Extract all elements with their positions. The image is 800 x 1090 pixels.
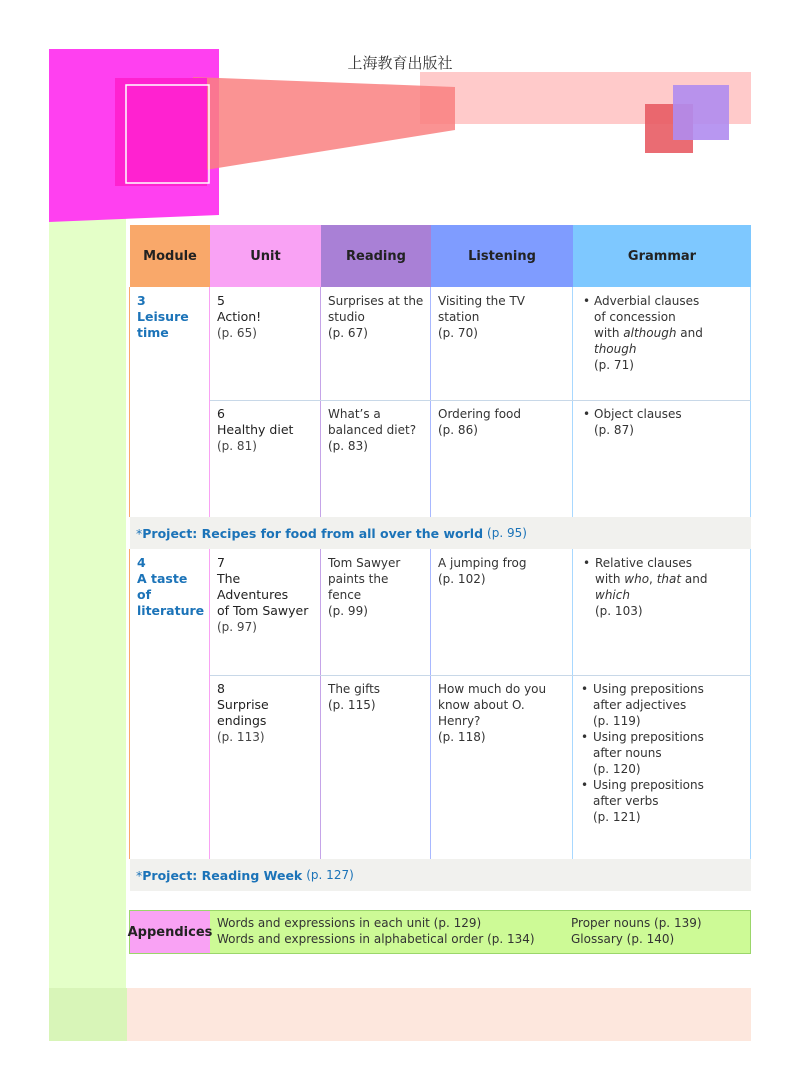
appendices-label-box [127,911,213,953]
appendices-right [571,915,746,947]
header-unit-label: Unit [250,248,281,264]
reading-line: (p. 67) [328,326,368,340]
unit-title: The Adventures [217,571,289,602]
listening-line: (p. 102) [438,572,486,586]
reading-line: Surprises at the [328,294,424,308]
unit-page: (p. 113) [217,730,265,744]
listening-line: A jumping frog [438,556,527,570]
grammar-bullet [579,681,744,729]
module-4-cell [130,549,210,625]
unit-title: Action! [217,309,262,324]
listening-cell [431,287,573,347]
grammar-text: and [681,572,708,586]
grammar-line: after adjectives [593,698,687,712]
grammar-line [594,341,744,357]
grammar-line [595,571,744,587]
grammar-page: (p. 71) [594,358,634,372]
header-reading-label: Reading [346,248,406,264]
grammar-page: (p. 103) [595,604,643,618]
header-module [130,225,210,287]
grammar-cell [573,400,751,444]
unit-page: (p. 65) [217,326,257,340]
reading-line: (p. 83) [328,439,368,453]
header-unit [210,225,321,287]
listening-cell [431,549,573,593]
magenta-square [115,78,207,186]
unit-page: (p. 81) [217,439,257,453]
header-decoration [0,0,800,230]
grammar-em: who [624,572,650,586]
unit-number: 5 [217,293,225,308]
project-page: (p. 127) [306,868,354,882]
header-listening-label: Listening [468,248,536,264]
appendices-left [217,915,567,947]
grammar-em: although [623,326,677,340]
project-page: (p. 95) [487,526,527,540]
listening-line: How much do you [438,682,547,696]
reading-line: studio [328,310,365,324]
header-listening [431,225,573,287]
grammar-text: and [676,326,703,340]
grammar-line: • Using prepositions [593,682,704,696]
unit-7-cell [210,549,321,641]
pink-band [193,77,455,172]
unit-6-cell [210,400,321,460]
unit-title: of Tom Sawyer [217,603,309,618]
header-module-label: Module [143,248,197,264]
listening-cell [431,400,573,444]
grammar-page: (p. 120) [593,762,641,776]
project-title: Project: Reading Week [142,867,303,883]
module-title-line: A taste of [137,571,188,602]
grammar-line: • Adverbial clauses [594,294,700,308]
header-grammar [573,225,751,287]
unit-number: 7 [217,555,225,570]
publisher-name: 上海教育出版社 [347,54,453,72]
peach-bottom-band [127,988,751,1041]
listening-line: Visiting the TV station [438,294,525,324]
unit-5-cell [210,287,321,347]
listening-line: know about O. Henry? [438,698,525,728]
grammar-line: after verbs [593,794,659,808]
unit-number: 8 [217,681,225,696]
grammar-line: • Object clauses [594,407,682,421]
unit-title: Surprise endings [217,697,269,728]
appendix-item: Words and expressions in each unit (p. 129) [217,916,482,930]
grammar-line: • Relative clauses [595,556,692,570]
grammar-line [595,587,744,603]
appendices-label: Appendices [127,924,213,940]
grammar-bullet [579,777,744,825]
reading-cell [321,675,431,719]
project-row [130,859,751,891]
appendix-item: Words and expressions in alphabetical order (p. 134) [217,932,535,946]
project-row [130,517,751,549]
grammar-bullet [581,406,744,438]
grammar-text: with [594,326,624,340]
reading-line: balanced diet? [328,423,417,437]
listening-line: (p. 86) [438,423,478,437]
grammar-line: • Using prepositions [593,730,704,744]
grammar-page: (p. 119) [593,714,641,728]
project-title: Project: Recipes for food from all over the world [142,525,484,541]
unit-number: 6 [217,406,225,421]
module-title-line: literature [137,603,205,618]
reading-line: What’s a [328,407,381,421]
reading-cell [321,549,431,625]
reading-line: (p. 99) [328,604,368,618]
header-grammar-label: Grammar [627,248,697,264]
module-number: 3 [137,293,146,308]
grammar-cell [573,287,751,379]
unit-page: (p. 97) [217,620,257,634]
module-3-cell [130,287,210,347]
project-asterisk: * [136,867,143,883]
grammar-text: with [595,572,625,586]
appendix-item: Proper nouns (p. 139) [571,916,702,930]
module-title-line: Leisure [137,309,189,324]
grammar-line: after nouns [593,746,662,760]
module-title-line: time [137,325,169,340]
reading-cell [321,287,431,347]
module-number: 4 [137,555,146,570]
reading-line: (p. 115) [328,698,376,712]
unit-title: Healthy diet [217,422,294,437]
grammar-cell [573,549,751,625]
header-reading [321,225,431,287]
grammar-bullet [579,729,744,777]
grammar-page: (p. 87) [594,423,634,437]
grammar-em: that [656,572,682,586]
unit-8-cell [210,675,321,751]
grammar-cell [573,675,751,831]
grammar-bullet [581,555,744,619]
grammar-text: , [649,572,657,586]
reading-cell [321,400,431,460]
listening-line: Ordering food [438,407,521,421]
grammar-em: which [595,588,630,602]
grammar-bullet [581,293,744,373]
grammar-page: (p. 121) [593,810,641,824]
grammar-line [594,325,744,341]
listening-cell [431,675,573,751]
grammar-line: of concession [594,310,676,324]
reading-line: Tom Sawyer [328,556,401,570]
listening-line: (p. 70) [438,326,478,340]
grammar-em: though [594,342,637,356]
lavender-square [673,85,729,140]
green-side-panel [49,215,126,1041]
grammar-line: • Using prepositions [593,778,704,792]
green-bottom-band [49,988,127,1041]
reading-line: The gifts [328,682,381,696]
project-asterisk: * [136,525,143,541]
appendix-item: Glossary (p. 140) [571,932,675,946]
reading-line: paints the fence [328,572,389,602]
listening-line: (p. 118) [438,730,486,744]
